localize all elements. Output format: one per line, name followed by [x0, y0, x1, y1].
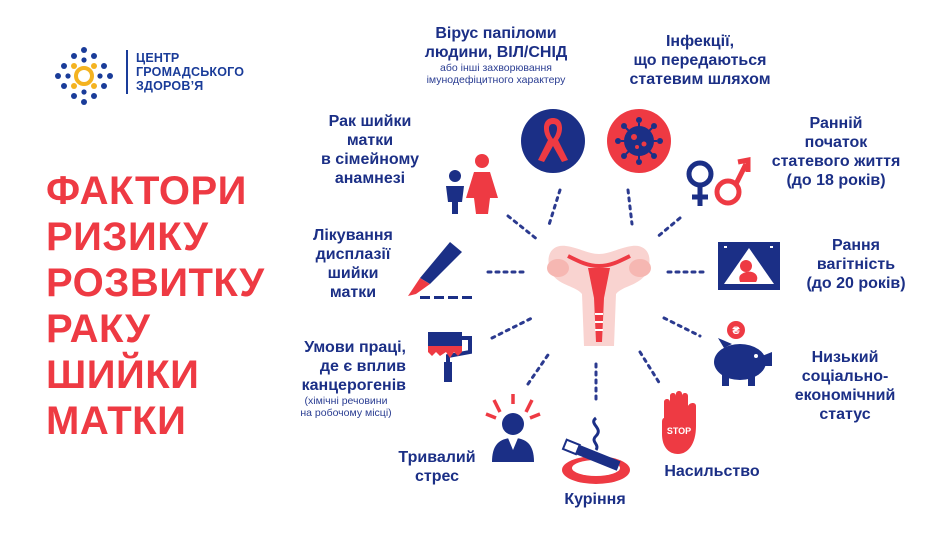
factor-hpv-label — [398, 24, 594, 86]
label-line: Вірус папіломи — [435, 25, 557, 42]
label-line: статевого життя — [771, 153, 901, 170]
label-line: де є вплив — [319, 358, 406, 375]
paint-roller-icon — [420, 326, 480, 386]
label-line: (до 18 років) — [786, 172, 886, 189]
logo-line: ГРОМАДСЬКОГО — [136, 65, 245, 79]
factor-low-status-label — [772, 348, 918, 424]
logo-line: ЗДОРОВ’Я — [136, 79, 204, 93]
label-subline: або інші захворювання — [440, 62, 552, 74]
title-line: РИЗИКУ — [46, 215, 209, 259]
label-line: Умови праці, — [304, 339, 406, 356]
label-line: матки — [346, 132, 394, 149]
cigarette-icon — [556, 414, 636, 488]
title-line: РАКУ — [46, 307, 151, 351]
label-line: Тривалий — [398, 449, 476, 466]
label-line: канцерогенів — [301, 377, 406, 394]
label-line: що передаються — [633, 52, 767, 69]
stop-text: STOP — [666, 426, 692, 436]
factor-violence-label — [654, 462, 770, 481]
label-line: шийки — [327, 265, 379, 282]
label-line: статус — [819, 406, 871, 423]
label-line: матки — [329, 284, 377, 301]
label-subline: (хімічні речовини — [304, 395, 388, 407]
label-line: соціально- — [801, 368, 889, 385]
factor-work-label — [262, 338, 406, 419]
label-line: Рання — [831, 237, 881, 254]
factor-sti-label — [620, 32, 780, 89]
label-line: анамнезі — [334, 170, 406, 187]
uterus-icon — [538, 228, 660, 358]
stressed-person-icon — [478, 392, 548, 464]
gender-symbols-icon — [682, 156, 752, 212]
logo-line: ЦЕНТР — [136, 51, 180, 65]
svg-text:₴: ₴ — [732, 325, 740, 337]
label-line: дисплазії — [315, 246, 391, 263]
label-line: Куріння — [564, 491, 626, 508]
label-line: Ранній — [809, 115, 863, 132]
factor-early-pregnancy-label — [794, 236, 918, 293]
label-line: початок — [804, 134, 868, 151]
factor-stress-label — [382, 448, 492, 486]
factor-family-label — [306, 112, 434, 188]
hiv-ribbon-icon — [518, 106, 588, 176]
label-line: Рак шийки — [328, 113, 412, 130]
label-subline: імунодефіцитного характеру — [426, 74, 566, 86]
title-line: ФАКТОРИ — [46, 169, 247, 213]
title-line: РОЗВИТКУ — [46, 261, 265, 305]
factor-early-sex-label — [754, 114, 918, 190]
label-line: Інфекції, — [665, 33, 735, 50]
family-icon — [440, 152, 500, 216]
label-line: вагітність — [816, 256, 896, 273]
label-line: людини, ВІЛ/СНІД — [424, 44, 568, 61]
label-line: Лікування — [313, 227, 393, 244]
label-subline: на робочому місці) — [300, 407, 392, 419]
factor-dysplasia-label — [290, 226, 416, 302]
ultrasound-icon — [716, 240, 782, 292]
factor-smoking-label — [540, 490, 650, 509]
title-line: ШИЙКИ — [46, 353, 200, 397]
label-line: Низький — [811, 349, 879, 366]
piggy-bank-icon — [704, 318, 776, 388]
stop-hand-icon — [654, 388, 710, 456]
label-line: економічний — [794, 387, 896, 404]
label-line: стрес — [414, 468, 460, 485]
label-line: (до 20 років) — [806, 275, 906, 292]
title-line: МАТКИ — [46, 399, 187, 443]
label-line: в сімейному — [321, 151, 419, 168]
label-line: Насильство — [664, 463, 760, 480]
scalpel-icon — [402, 238, 478, 302]
virus-icon — [604, 106, 674, 176]
label-line: статевим шляхом — [629, 71, 771, 88]
